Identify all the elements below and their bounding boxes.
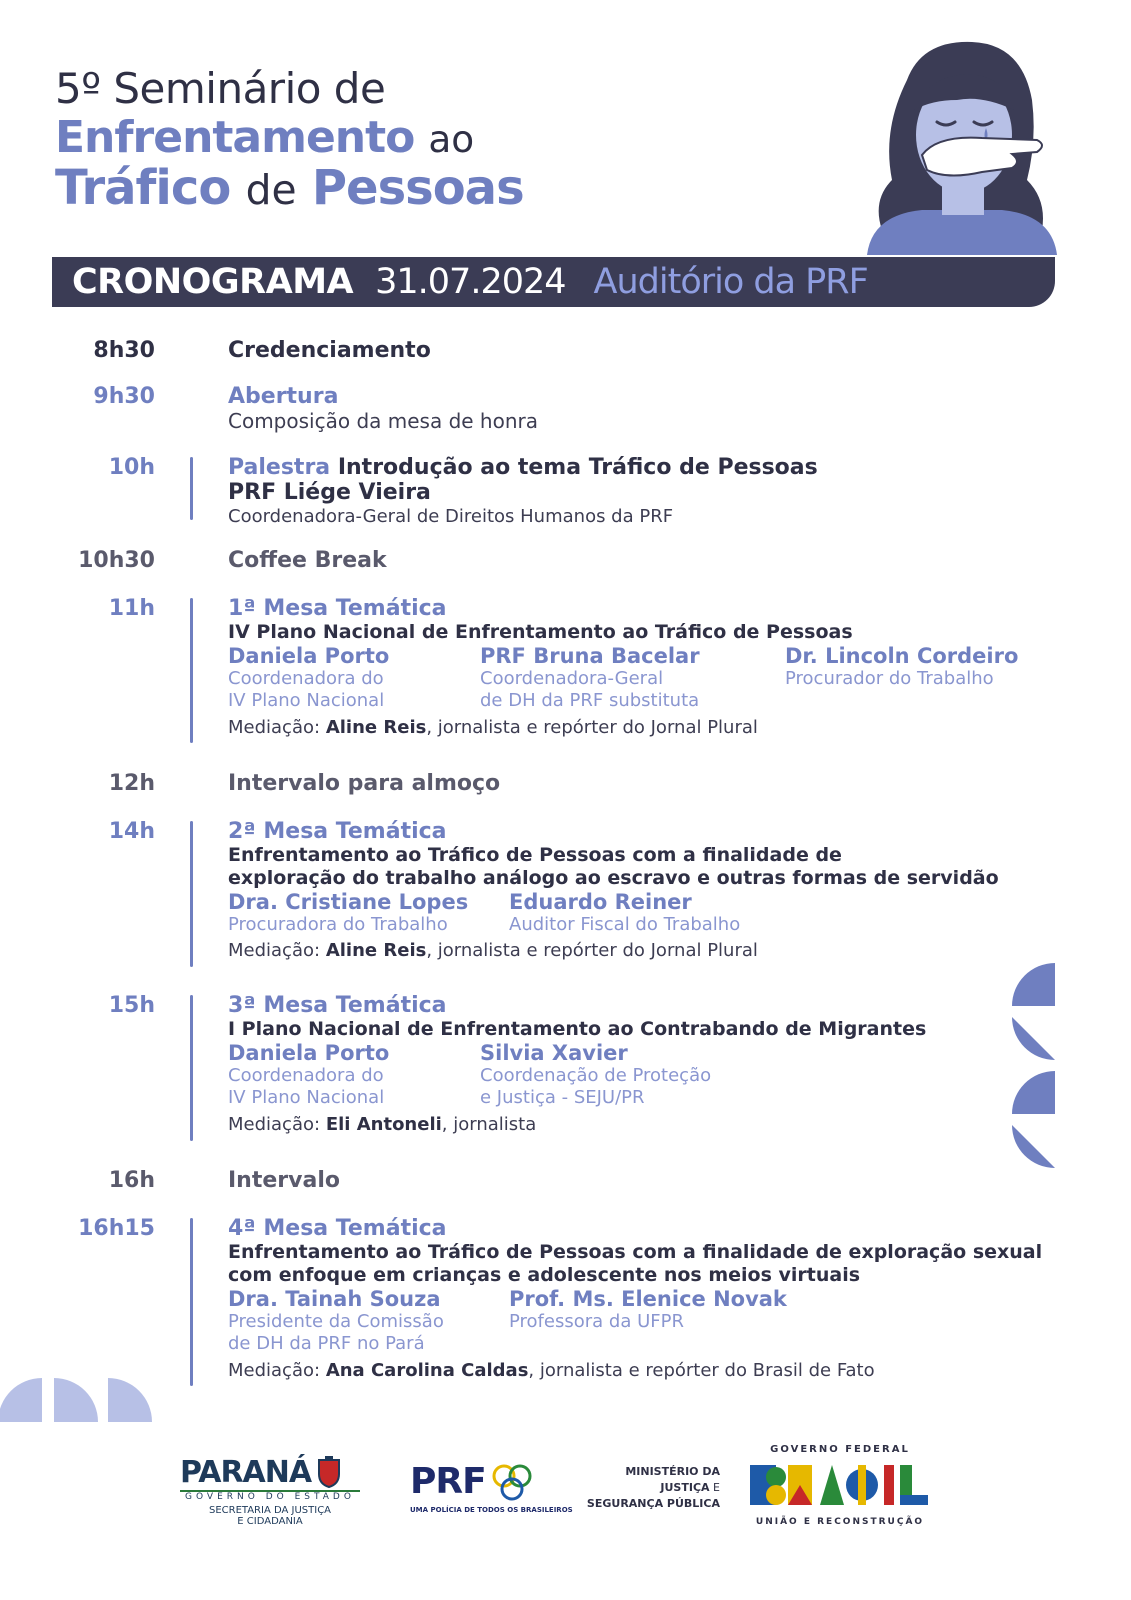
divider-bar <box>190 995 193 1141</box>
schedule-item-abertura: Abertura Composição da mesa de honra <box>228 384 538 433</box>
title-line-1: 5º Seminário de <box>55 64 386 113</box>
decor-half-circles-left <box>0 1378 152 1422</box>
speakers-mesa4 <box>228 1287 1028 1359</box>
divider-bar <box>190 457 193 520</box>
time-almoco: 12h <box>108 771 155 796</box>
speaker: Dr. Lincoln Cordeiro Procurador do Trabalho <box>785 644 1019 689</box>
banner-place: Auditório da PRF <box>593 262 868 302</box>
time-mesa4: 16h15 <box>78 1216 155 1241</box>
prf-name: PRF <box>410 1461 486 1502</box>
speaker: Daniela Porto Coordenadora do IV Plano Nacional <box>228 1041 390 1108</box>
divider-bar <box>190 1218 193 1386</box>
title-line-3: Tráfico de Pessoas <box>55 160 524 216</box>
mediation: Mediação: Aline Reis, jornalista e repórter do Jornal Plural <box>228 940 758 961</box>
schedule-item-palestra: Palestra Introdução ao tema Tráfico de Pessoas PRF Liége Vieira Coordenadora-Geral de Direitos Humanos da PRF <box>228 455 818 527</box>
mediation: Mediação: Eli Antoneli, jornalista <box>228 1114 537 1135</box>
speaker: Silvia Xavier Coordenação de Proteção e Justiça - SEJU/PR <box>480 1041 712 1108</box>
schedule-item-mesa3: 3ª Mesa Temática I Plano Nacional de Enfrentamento ao Contrabando de Migrantes Daniela Porto Coordenadora do IV Plano Nacional Silvia Xavier Coordenação de Proteção e Justiça - SEJU/PR Mediação: Eli Antoneli, jornalista <box>228 993 1028 1137</box>
time-mesa3: 15h <box>108 993 155 1018</box>
speakers-mesa1 <box>228 644 1028 716</box>
governo-federal-logo: GOVERNO FEDERAL UNIÃO E RECONSTRUÇÃO <box>750 1444 930 1527</box>
speakers-mesa3 <box>228 1041 1028 1113</box>
time-palestra: 10h <box>108 455 155 480</box>
parana-logo: PARANÁ GOVERNO DO ESTADO SECRETARIA DA JUSTIÇA E CIDADANIA <box>180 1456 365 1527</box>
banner-label: CRONOGRAMA <box>72 262 354 302</box>
schedule-banner <box>52 257 1055 307</box>
speakers-mesa2 <box>228 890 1028 939</box>
mediation: Mediação: Aline Reis, jornalista e repórter do Jornal Plural <box>228 717 758 738</box>
schedule-item-mesa1: 1ª Mesa Temática IV Plano Nacional de Enfrentamento ao Tráfico de Pessoas Daniela Porto Coordenadora do IV Plano Nacional PRF Bruna Bacelar Coordenadora-Geral de DH da PRF substituta Dr. Lincoln Cordeiro Procurador do Trabalho Mediação: Aline Reis, jornalista e repórter do Jornal Plural <box>228 596 1028 740</box>
schedule-item-credenciamento: Credenciamento <box>228 338 431 363</box>
time-credenciamento: 8h30 <box>93 338 155 363</box>
schedule-item-coffee: Coffee Break <box>228 548 387 573</box>
parana-coat-of-arms-icon <box>315 1456 343 1488</box>
prf-logo: PRF UMA POLÍCIA DE TODOS OS BRASILEIROS <box>410 1461 573 1514</box>
footer-logos <box>0 1442 1131 1542</box>
speaker: Daniela Porto Coordenadora do IV Plano Nacional <box>228 644 390 711</box>
mediation: Mediação: Ana Carolina Caldas, jornalista e repórter do Brasil de Fato <box>228 1360 875 1381</box>
speaker: Prof. Ms. Elenice Novak Professora da UFPR <box>509 1287 787 1332</box>
prf-emblem-icon <box>488 1462 536 1502</box>
title-line-2: Enfrentamento ao <box>55 112 475 163</box>
speaker: Eduardo Reiner Auditor Fiscal do Trabalho <box>509 890 741 935</box>
time-coffee: 10h30 <box>78 548 155 573</box>
schedule-item-mesa4: 4ª Mesa Temática Enfrentamento ao Tráfico de Pessoas com a finalidade de exploração sexual com enfoque em crianças e adolescente nos meios virtuais Dra. Tainah Souza Presidente da Comissão de DH da PRF no Pará Prof. Ms. Elenice Novak Professora da UFPR Mediação: Ana Carolina Caldas, jornalista e repórter do Brasil de Fato <box>228 1216 1043 1381</box>
banner-date: 31.07.2024 <box>375 262 566 302</box>
speaker: Dra. Tainah Souza Presidente da Comissão de DH da PRF no Pará <box>228 1287 444 1354</box>
brasil-wordmark-icon <box>750 1459 930 1509</box>
parana-name: PARANÁ <box>180 1455 312 1490</box>
time-intervalo: 16h <box>108 1168 155 1193</box>
decor-quarter-circles-right <box>1012 963 1055 1169</box>
schedule-item-almoco: Intervalo para almoço <box>228 771 501 796</box>
divider-bar <box>190 821 193 967</box>
time-mesa1: 11h <box>108 596 155 621</box>
event-title <box>55 64 524 216</box>
schedule-item-mesa2: 2ª Mesa Temática Enfrentamento ao Tráfico de Pessoas com a finalidade de exploração do trabalho análogo ao escravo e outras formas de servidão Dra. Cristiane Lopes Procuradora do Trabalho Eduardo Reiner Auditor Fiscal do Trabalho Mediação: Aline Reis, jornalista e repórter do Jornal Plural <box>228 819 1028 963</box>
divider-bar <box>190 598 193 743</box>
time-abertura: 9h30 <box>93 384 155 409</box>
woman-illustration <box>862 40 1062 260</box>
time-mesa2: 14h <box>108 819 155 844</box>
speaker: Dra. Cristiane Lopes Procuradora do Trabalho <box>228 890 469 935</box>
schedule-item-intervalo: Intervalo <box>228 1168 340 1193</box>
speaker: PRF Bruna Bacelar Coordenadora-Geral de DH da PRF substituta <box>480 644 700 711</box>
ministerio-logo: MINISTÉRIO DA JUSTIÇA E SEGURANÇA PÚBLICA <box>586 1465 720 1510</box>
